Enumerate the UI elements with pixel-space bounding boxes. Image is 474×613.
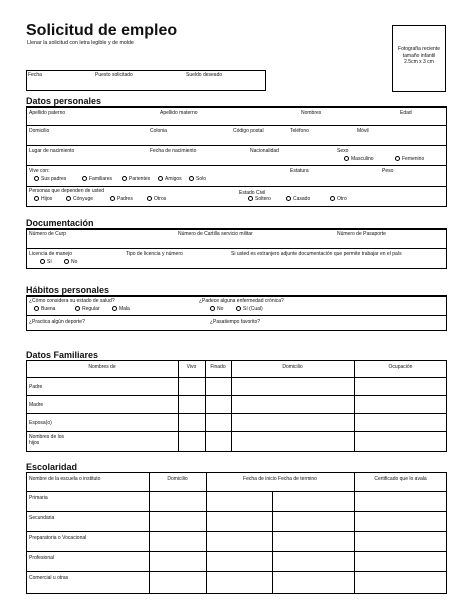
parientes-label: Parientes: [129, 176, 151, 182]
radio-masculino[interactable]: [344, 156, 374, 162]
radio-amigos[interactable]: [158, 176, 182, 182]
col-nombre-escuela: Nombre de la escuela o instituto: [29, 476, 101, 482]
page-subtitle: Llenar la solicitud con letra legible y de molde: [27, 40, 134, 46]
dependen-label: Personas que dependen de usted: [29, 188, 105, 194]
col-divider: [231, 360, 232, 452]
lugar-nacimiento-label: Lugar de nacimiento: [29, 148, 75, 154]
hijos-label: Hijos: [41, 196, 53, 202]
familiares-table: [26, 360, 447, 452]
amigos-label: Amigos: [165, 176, 182, 182]
row-preparatoria: Preparatoria o Vocacional: [29, 535, 87, 541]
sueldo-label: Sueldo deseado: [186, 72, 223, 78]
sexo-label: Sexo: [337, 148, 349, 154]
solo-label: Solo: [196, 176, 207, 182]
telefono-label: Teléfono: [290, 128, 309, 134]
puesto-label: Puesto solicitado: [95, 72, 133, 78]
radio-icon: [34, 196, 39, 201]
page-title: Solicitud de empleo: [26, 22, 178, 39]
licencia-label: Licencia de manejo: [29, 251, 73, 257]
col-divider: [178, 360, 179, 452]
radio-icon: [122, 176, 127, 181]
col-esc-domicilio: Domicilio: [167, 476, 188, 482]
radio-icon: [189, 176, 194, 181]
section-datos-personales: Datos personales: [26, 96, 102, 106]
deporte-label: ¿Practica algún deporte?: [29, 319, 85, 325]
radio-otros[interactable]: [147, 196, 166, 202]
radio-icon: [66, 196, 71, 201]
radio-padres[interactable]: [110, 196, 133, 202]
radio-icon: [236, 306, 241, 311]
row-profesional: Profesional: [29, 555, 55, 561]
section-familiares: Datos Familiares: [26, 350, 99, 360]
nombres-label: Nombres: [301, 110, 322, 116]
radio-icon: [210, 306, 215, 311]
no-label: No: [217, 306, 224, 312]
fecha-label: Fecha: [28, 72, 42, 78]
domicilio-label: Domicilio: [29, 128, 50, 134]
pasatiempo-label: ¿Pasatiempo favorito?: [210, 319, 261, 325]
tipo-licencia-label: Tipo de licencia y número: [126, 251, 183, 257]
col-nombres: Nombres de: [88, 364, 116, 370]
row-divider: [26, 431, 447, 432]
row-divider: [26, 395, 447, 396]
radio-icon: [248, 196, 253, 201]
radio-licencia-si[interactable]: [40, 259, 52, 265]
apellido-materno-label: Apellido materno: [160, 110, 198, 116]
section-documentacion: Documentación: [26, 218, 94, 228]
pasaporte-label: Número de Pasaporte: [337, 231, 386, 237]
radio-licencia-no[interactable]: [64, 259, 77, 265]
row-hijos: Nombres de los hijos: [29, 434, 65, 446]
row-divider: [26, 531, 447, 532]
peso-label: Peso: [382, 168, 394, 174]
row-primaria: Primaria: [29, 495, 48, 501]
row-divider: [26, 165, 447, 166]
edad-label: Edad: [400, 110, 412, 116]
radio-icon: [147, 196, 152, 201]
curp-label: Número de Curp: [29, 231, 66, 237]
soltero-label: Soltero: [255, 196, 271, 202]
no-label: No: [71, 259, 78, 265]
row-secundaria: Secundaria: [29, 515, 55, 521]
col-finado: Finado: [210, 364, 226, 370]
si-label: Sí: [47, 259, 52, 265]
salud-label: ¿Cómo considera su estado de salud?: [29, 298, 115, 304]
row-divider: [26, 413, 447, 414]
col-certificado: Certificado que lo avala: [374, 476, 427, 482]
radio-icon: [344, 156, 349, 161]
row-divider: [26, 315, 447, 316]
radio-hijos[interactable]: [34, 196, 52, 202]
casado-label: Casado: [293, 196, 311, 202]
buena-label: Buena: [41, 306, 56, 312]
row-divider: [26, 511, 447, 512]
fecha-nacimiento-label: Fecha de nacimiento: [150, 148, 197, 154]
radio-sus-padres[interactable]: [34, 176, 66, 182]
row-divider: [26, 145, 447, 146]
codigo-postal-label: Código postal: [233, 128, 264, 134]
row-divider: [26, 186, 447, 187]
radio-cronica-si[interactable]: [236, 306, 263, 312]
conyuge-label: Cónyuge: [73, 196, 94, 202]
apellido-paterno-label: Apellido paterno: [29, 110, 66, 116]
puesto-field[interactable]: [95, 80, 180, 90]
extranjero-label: Si usted es extranjero adjunte documentación que permite trabajar en el país: [231, 251, 402, 257]
radio-solo[interactable]: [189, 176, 206, 182]
estado-civil-label: Estado Civil: [239, 190, 266, 196]
radio-icon: [64, 259, 69, 264]
row-divider: [26, 377, 447, 378]
radio-icon: [40, 259, 45, 264]
row-divider: [26, 248, 447, 249]
nacionalidad-label: Nacionalidad: [250, 148, 279, 154]
photo-label-2: tamaño infantil: [402, 52, 436, 59]
col-divider: [272, 491, 273, 594]
otro-label: Otro: [337, 196, 347, 202]
radio-mala[interactable]: [112, 306, 130, 312]
radio-conyuge[interactable]: [66, 196, 93, 202]
colonia-label: Colonia: [150, 128, 167, 134]
col-vivo: Vivo: [186, 364, 197, 370]
cronica-label: ¿Padece alguna enfermedad crónica?: [199, 298, 284, 304]
radio-casado[interactable]: [286, 196, 310, 202]
vive-con-label: Vive con:: [29, 168, 50, 174]
photo-label-3: 2.5cm x 3 cm: [404, 59, 434, 65]
col-divider: [354, 360, 355, 452]
radio-icon: [395, 156, 400, 161]
fecha-field[interactable]: [28, 80, 88, 90]
col-domicilio: Domicilio: [282, 364, 303, 370]
radio-icon: [330, 196, 335, 201]
radio-regular[interactable]: [75, 306, 100, 312]
radio-buena[interactable]: [34, 306, 55, 312]
radio-icon: [112, 306, 117, 311]
mala-label: Mala: [119, 306, 130, 312]
row-divider: [26, 571, 447, 572]
si-cual-label: Sí (Cual): [243, 306, 263, 312]
radio-cronica-no[interactable]: [210, 306, 223, 312]
otros-label: Otros: [154, 196, 167, 202]
radio-soltero[interactable]: [248, 196, 271, 202]
section-habitos: Hábitos personales: [26, 285, 110, 295]
masculino-label: Masculino: [351, 156, 374, 162]
col-fechas: Fecha de inicio Fecha de termino: [243, 476, 317, 482]
radio-parientes[interactable]: [122, 176, 150, 182]
radio-femenino[interactable]: [395, 156, 424, 162]
radio-otro[interactable]: [330, 196, 347, 202]
row-divider: [26, 551, 447, 552]
row-divider: [26, 491, 447, 492]
cartilla-label: Número de Cartilla servicio militar: [178, 231, 253, 237]
femenino-label: Femenino: [402, 156, 425, 162]
movil-label: Móvil: [357, 128, 369, 134]
photo-label-1: Fotografía reciente: [398, 46, 440, 52]
regular-label: Regular: [82, 306, 100, 312]
row-esposa: Esposa(o): [29, 420, 52, 426]
row-divider: [26, 125, 447, 126]
sueldo-field[interactable]: [186, 80, 264, 90]
familiares-label: Familiares: [89, 176, 113, 182]
row-comercial: Comercial u otras: [29, 575, 69, 581]
row-padre: Padre: [29, 384, 43, 390]
radio-icon: [286, 196, 291, 201]
photo-box[interactable]: [392, 25, 446, 92]
radio-familiares[interactable]: [82, 176, 112, 182]
padres-label: Padres: [117, 196, 133, 202]
radio-icon: [34, 176, 39, 181]
radio-icon: [110, 196, 115, 201]
radio-icon: [158, 176, 163, 181]
col-divider: [205, 360, 206, 452]
estatura-label: Estatura: [290, 168, 309, 174]
sus-padres-label: Sus padres: [41, 176, 67, 182]
col-ocupacion: Ocupación: [388, 364, 413, 370]
radio-icon: [82, 176, 87, 181]
section-escolaridad: Escolaridad: [26, 462, 78, 472]
radio-icon: [75, 306, 80, 311]
radio-icon: [34, 306, 39, 311]
row-madre: Madre: [29, 402, 44, 408]
